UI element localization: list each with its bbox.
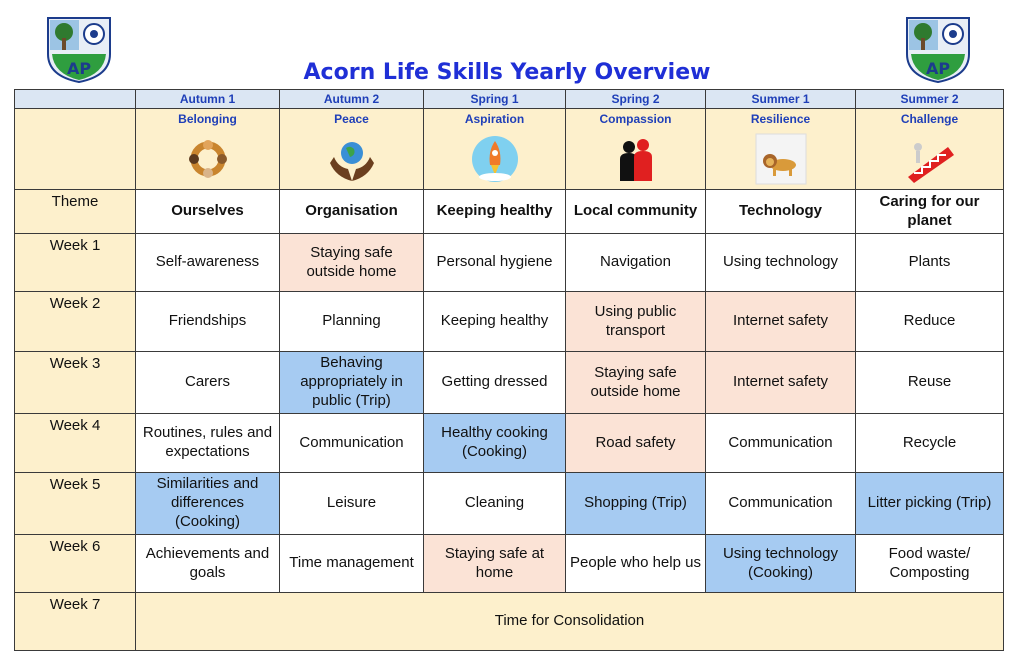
- activity-cell: Time management: [280, 535, 424, 593]
- value-label: Aspiration: [464, 112, 525, 126]
- activity-cell: Healthy cooking (Cooking): [424, 414, 566, 473]
- activity-cell: Personal hygiene: [424, 234, 566, 292]
- corner-cell: [15, 109, 136, 190]
- term-header: Spring 2: [566, 90, 706, 109]
- corner-cell: [15, 90, 136, 109]
- week-row: [15, 234, 1004, 292]
- lion-icon: [755, 133, 807, 185]
- activity-cell: Self-awareness: [136, 234, 280, 292]
- term-header: Summer 2: [856, 90, 1004, 109]
- term-header-row: [15, 90, 1004, 109]
- activity-cell: Achievements and goals: [136, 535, 280, 593]
- activity-cell: Litter picking (Trip): [856, 473, 1004, 535]
- activity-cell: Similarities and differences (Cooking): [136, 473, 280, 535]
- activity-cell: Communication: [706, 473, 856, 535]
- svg-text:AP: AP: [66, 59, 92, 78]
- activity-cell: Leisure: [280, 473, 424, 535]
- activity-cell: Plants: [856, 234, 1004, 292]
- activity-cell: Using technology: [706, 234, 856, 292]
- term-header: Summer 1: [706, 90, 856, 109]
- row-label: Week 1: [15, 234, 136, 292]
- activity-cell: Using technology (Cooking): [706, 535, 856, 593]
- theme-cell: Caring for our planet: [856, 190, 1004, 234]
- value-label: Challenge: [900, 112, 959, 126]
- theme-cell: Technology: [706, 190, 856, 234]
- theme-cell: Local community: [566, 190, 706, 234]
- activity-cell: Shopping (Trip): [566, 473, 706, 535]
- overview-table: [14, 89, 1004, 651]
- week7-row: [15, 593, 1004, 651]
- value-cell: [566, 109, 706, 190]
- row-label: Week 6: [15, 535, 136, 593]
- theme-cell: Ourselves: [136, 190, 280, 234]
- activity-cell: Staying safe at home: [424, 535, 566, 593]
- value-label: Compassion: [599, 112, 672, 126]
- activity-cell: Reuse: [856, 352, 1004, 414]
- activity-cell: Food waste/ Composting: [856, 535, 1004, 593]
- row-label: Week 7: [15, 593, 136, 651]
- row-label: Week 5: [15, 473, 136, 535]
- activity-cell: Carers: [136, 352, 280, 414]
- row-label: Week 4: [15, 414, 136, 473]
- activity-cell: Using public transport: [566, 292, 706, 352]
- activity-cell: Road safety: [566, 414, 706, 473]
- value-cell: [280, 109, 424, 190]
- activity-cell: Communication: [280, 414, 424, 473]
- value-label: Peace: [334, 112, 369, 126]
- activity-cell: Staying safe outside home: [280, 234, 424, 292]
- week-row: [15, 473, 1004, 535]
- theme-row: [15, 190, 1004, 234]
- rocket-icon: [469, 133, 521, 185]
- activity-cell: Recycle: [856, 414, 1004, 473]
- activity-cell: Internet safety: [706, 292, 856, 352]
- activity-cell: Reduce: [856, 292, 1004, 352]
- activity-cell: Planning: [280, 292, 424, 352]
- value-cell: [706, 109, 856, 190]
- term-header: Spring 1: [424, 90, 566, 109]
- week-row: [15, 535, 1004, 593]
- activity-cell: Cleaning: [424, 473, 566, 535]
- week-row: [15, 352, 1004, 414]
- activity-cell: Staying safe outside home: [566, 352, 706, 414]
- activity-cell: Routines, rules and expectations: [136, 414, 280, 473]
- activity-cell: Keeping healthy: [424, 292, 566, 352]
- activity-cell: Communication: [706, 414, 856, 473]
- consolidation-cell: Time for Consolidation: [136, 593, 1004, 651]
- stairs-challenge-icon: [904, 133, 956, 185]
- value-cell: [856, 109, 1004, 190]
- values-row: [15, 109, 1004, 190]
- value-cell: [424, 109, 566, 190]
- svg-text:AP: AP: [925, 59, 951, 78]
- term-header: Autumn 2: [280, 90, 424, 109]
- row-label: Week 3: [15, 352, 136, 414]
- activity-cell: Getting dressed: [424, 352, 566, 414]
- row-label: Theme: [15, 190, 136, 234]
- row-label: Week 2: [15, 292, 136, 352]
- page-title: Acorn Life Skills Yearly Overview: [303, 60, 711, 85]
- theme-cell: Keeping healthy: [424, 190, 566, 234]
- value-label: Resilience: [750, 112, 811, 126]
- activity-cell: People who help us: [566, 535, 706, 593]
- week-row: [15, 414, 1004, 473]
- value-label: Belonging: [178, 112, 237, 126]
- theme-cell: Organisation: [280, 190, 424, 234]
- hands-globe-icon: [326, 133, 378, 185]
- term-header: Autumn 1: [136, 90, 280, 109]
- hugging-people-icon: [610, 133, 662, 185]
- week-row: [15, 292, 1004, 352]
- activity-cell: Navigation: [566, 234, 706, 292]
- activity-cell: Behaving appropriately in public (Trip): [280, 352, 424, 414]
- activity-cell: Internet safety: [706, 352, 856, 414]
- activity-cell: Friendships: [136, 292, 280, 352]
- hands-circle-icon: [182, 133, 234, 185]
- value-cell: [136, 109, 280, 190]
